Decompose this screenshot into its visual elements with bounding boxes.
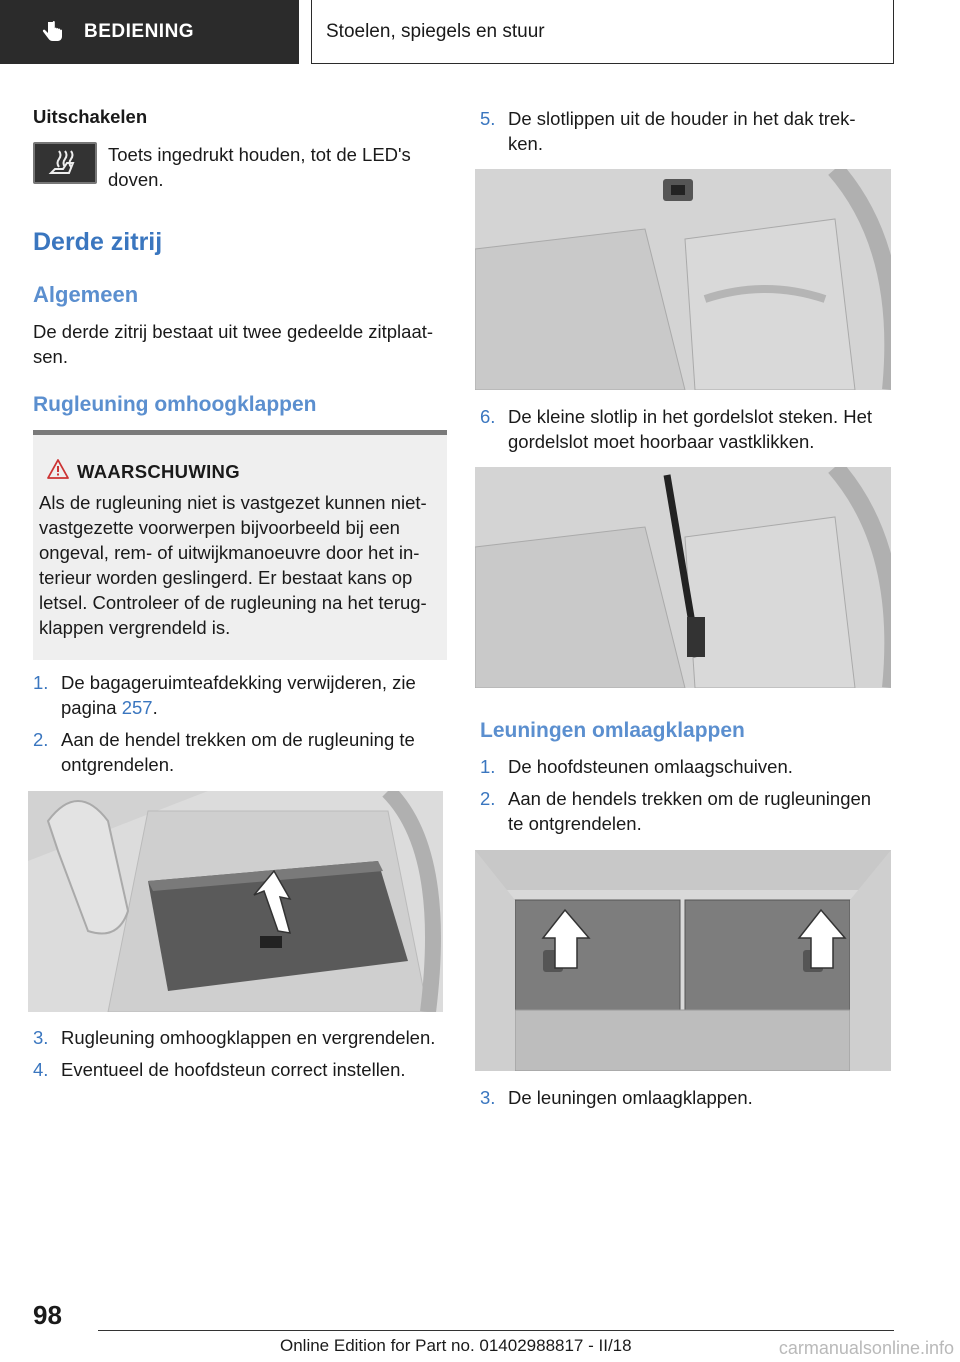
list-item: 3. Rugleuning omhoogklappen en vergrendelen. (33, 1027, 436, 1048)
page-number: 98 (33, 1300, 62, 1330)
seat-heat-icon (45, 147, 85, 179)
warning-box (33, 430, 447, 660)
general-text: De derde zitrij bestaat uit twee gedeelde zitplaat-sen. (33, 321, 434, 367)
section-tab (0, 0, 299, 64)
heading-backrest-up: Rugleuning omhoogklappen (33, 393, 317, 416)
page-link[interactable]: 257 (121, 697, 153, 718)
off-heading: Uitschakelen (33, 106, 148, 127)
list-item: 4. Eventueel de hoofdsteun correct instellen. (33, 1059, 406, 1080)
warning-text: Als de rugleuning niet is vastgezet kunnen niet-vastgezette voorwerpen bijvoorbeeld bij een ongeval, rem- of uitwijkmanoeuvre door het in-terieur worden geslingerd. Er bestaat kans op letsel. Controleer of de rugleuning na het terug-klappen vergrendeld is. (39, 492, 427, 638)
footer-edition: Online Edition for Part no. 01402988817 - II/18 (280, 1336, 632, 1355)
section-label: BEDIENING (84, 21, 195, 42)
list-item: 2. Aan de hendel trekken om de rugleuning te ontgrendelen. (33, 729, 415, 775)
watermark: carmanualsonline.info (778, 1338, 954, 1358)
heading-backrests-down: Leuningen omlaagklappen (480, 719, 745, 742)
list-item: 1. De bagageruimteafdekking verwijderen, zie pagina 257. (33, 672, 416, 718)
footer-divider (98, 1330, 894, 1331)
hand-pointer-icon (40, 19, 66, 45)
heading-general: Algemeen (33, 282, 139, 307)
photo-roof-holder (475, 169, 891, 390)
photo-belt-buckle (475, 467, 891, 688)
heading-third-row: Derde zitrij (33, 228, 163, 256)
list-item: 3. De leuningen omlaagklappen. (480, 1087, 753, 1108)
off-text: Toets ingedrukt houden, tot de LED's doven. (108, 144, 411, 190)
seat-heating-button-icon (33, 142, 97, 184)
chapter-tab (311, 0, 894, 64)
chapter-title: Stoelen, spiegels en stuur (326, 20, 545, 42)
photo-backrests-levers (475, 850, 891, 1071)
warning-triangle-icon (47, 459, 69, 479)
warning-title: WAARSCHUWING (77, 461, 240, 482)
page-header (0, 0, 960, 66)
list-item: 5. De slotlippen uit de houder in het dak trek- ken. (480, 108, 856, 154)
list-item: 1. De hoofdsteunen omlaagschuiven. (480, 756, 793, 777)
list-item: 6. De kleine slotlip in het gordelslot steken. Het gordelslot moet hoorbaar vastklikken. (480, 406, 873, 452)
photo-backrest-lever (28, 791, 443, 1012)
list-item: 2. Aan de hendels trekken om de rugleuningen te ontgrendelen. (480, 788, 872, 834)
